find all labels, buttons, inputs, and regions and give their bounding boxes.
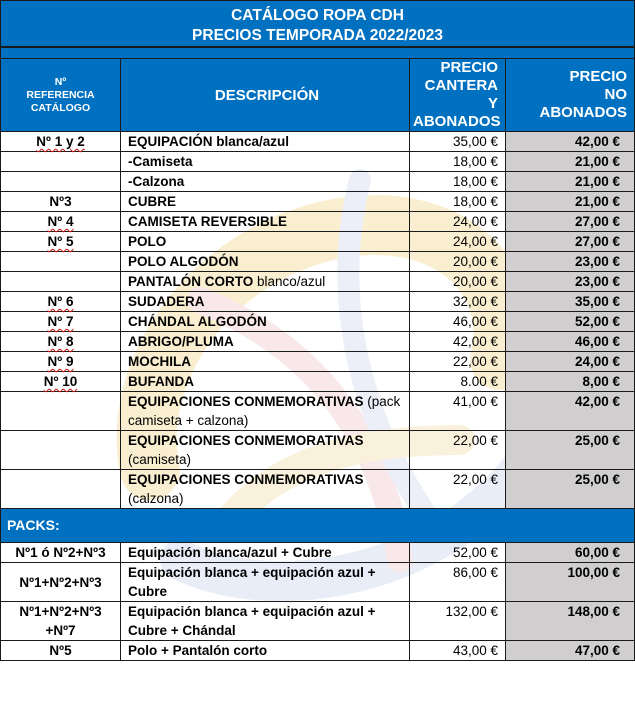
items-body bbox=[1, 132, 635, 509]
title-row bbox=[1, 1, 635, 48]
item-description bbox=[121, 152, 410, 172]
item-description-main: CUBRE bbox=[128, 194, 177, 209]
item-row bbox=[1, 292, 635, 312]
item-description bbox=[121, 192, 410, 212]
item-description-main: EQUIPACIONES CONMEMORATIVAS bbox=[128, 472, 364, 487]
item-price-no-abonados: 42,00 € bbox=[506, 392, 635, 431]
title-line-2: PRECIOS TEMPORADA 2022/2023 bbox=[192, 27, 443, 44]
item-ref bbox=[1, 212, 121, 232]
item-description-main: -Calzona bbox=[128, 174, 185, 189]
item-price-no-abonados: 8,00 € bbox=[506, 372, 635, 392]
item-row bbox=[1, 232, 635, 252]
item-ref bbox=[1, 312, 121, 332]
item-price-no-abonados: 46,00 € bbox=[506, 332, 635, 352]
item-price-no-abonados: 23,00 € bbox=[506, 252, 635, 272]
item-row bbox=[1, 152, 635, 172]
item-price-no-abonados: 21,00 € bbox=[506, 152, 635, 172]
item-price-cantera: 24,00 € bbox=[410, 212, 506, 232]
item-ref bbox=[1, 332, 121, 352]
item-description bbox=[121, 312, 410, 332]
pack-row bbox=[1, 543, 635, 563]
item-row bbox=[1, 352, 635, 372]
packs-label: PACKS: bbox=[1, 509, 635, 543]
item-price-cantera: 20,00 € bbox=[410, 252, 506, 272]
item-row bbox=[1, 172, 635, 192]
item-description-main: ABRIGO/PLUMA bbox=[128, 334, 234, 349]
item-ref bbox=[1, 470, 121, 509]
col-price-no-abonados-header: PRECIO NO ABONADOS bbox=[506, 59, 635, 132]
pack-price-cantera: 43,00 € bbox=[410, 641, 506, 661]
item-price-no-abonados: 24,00 € bbox=[506, 352, 635, 372]
item-price-cantera: 18,00 € bbox=[410, 172, 506, 192]
item-description-main: CHÁNDAL ALGODÓN bbox=[128, 314, 267, 329]
item-description bbox=[121, 292, 410, 312]
packs-body bbox=[1, 543, 635, 661]
item-description bbox=[121, 272, 410, 292]
pack-ref: Nº1+Nº2+Nº3 +Nº7 bbox=[1, 602, 121, 641]
col-ref-header: Nº REFERENCIA CATÁLOGO bbox=[1, 59, 121, 132]
item-description-main: POLO ALGODÓN bbox=[128, 254, 239, 269]
pack-price-no-abonados: 47,00 € bbox=[506, 641, 635, 661]
item-ref bbox=[1, 252, 121, 272]
item-ref-text: Nº 5 bbox=[47, 234, 74, 249]
item-ref bbox=[1, 352, 121, 372]
item-description bbox=[121, 212, 410, 232]
item-row bbox=[1, 470, 635, 509]
pack-row bbox=[1, 641, 635, 661]
item-description-main: EQUIPACIÓN blanca/azul bbox=[128, 134, 290, 149]
item-row bbox=[1, 312, 635, 332]
item-ref-text: Nº 10 bbox=[43, 374, 78, 389]
item-price-cantera: 46,00 € bbox=[410, 312, 506, 332]
item-description bbox=[121, 332, 410, 352]
item-description bbox=[121, 132, 410, 152]
item-description bbox=[121, 232, 410, 252]
item-ref bbox=[1, 272, 121, 292]
item-ref-text: Nº 7 bbox=[47, 314, 74, 329]
catalog-title bbox=[1, 1, 635, 48]
pack-price-cantera: 132,00 € bbox=[410, 602, 506, 641]
item-description-main: CAMISETA REVERSIBLE bbox=[128, 214, 288, 229]
item-ref bbox=[1, 431, 121, 470]
item-ref bbox=[1, 192, 121, 212]
item-description-main: MOCHILA bbox=[128, 354, 191, 369]
item-description-detail: (calzona) bbox=[128, 491, 184, 506]
item-description-main: SUDADERA bbox=[128, 294, 205, 309]
pack-price-no-abonados: 148,00 € bbox=[506, 602, 635, 641]
item-price-no-abonados: 23,00 € bbox=[506, 272, 635, 292]
item-price-cantera: 22,00 € bbox=[410, 470, 506, 509]
pack-price-no-abonados: 60,00 € bbox=[506, 543, 635, 563]
col-desc-header: DESCRIPCIÓN bbox=[121, 59, 410, 132]
item-description-main: EQUIPACIONES CONMEMORATIVAS bbox=[128, 394, 364, 409]
col-price-cantera-header: PRECIO CANTERA Y ABONADOS bbox=[410, 59, 506, 132]
item-description bbox=[121, 352, 410, 372]
item-price-no-abonados: 42,00 € bbox=[506, 132, 635, 152]
pack-ref: Nº5 bbox=[1, 641, 121, 661]
item-price-no-abonados: 35,00 € bbox=[506, 292, 635, 312]
item-description-main: PANTALÓN CORTO bbox=[128, 274, 254, 289]
item-ref-text: Nº 1 y 2 bbox=[36, 134, 85, 149]
pack-description: Polo + Pantalón corto bbox=[121, 641, 410, 661]
item-price-cantera: 42,00 € bbox=[410, 332, 506, 352]
item-ref bbox=[1, 172, 121, 192]
item-description bbox=[121, 392, 410, 431]
item-price-no-abonados: 25,00 € bbox=[506, 431, 635, 470]
item-price-cantera: 22,00 € bbox=[410, 431, 506, 470]
item-ref-text: Nº3 bbox=[49, 194, 72, 209]
item-ref-text: Nº 8 bbox=[47, 334, 74, 349]
item-price-cantera: 24,00 € bbox=[410, 232, 506, 252]
packs-header-row bbox=[1, 509, 635, 543]
item-ref bbox=[1, 232, 121, 252]
pack-ref: Nº1 ó Nº2+Nº3 bbox=[1, 543, 121, 563]
item-ref-text: Nº 9 bbox=[47, 354, 74, 369]
item-price-cantera: 32,00 € bbox=[410, 292, 506, 312]
item-description bbox=[121, 470, 410, 509]
item-description bbox=[121, 172, 410, 192]
item-price-cantera: 20,00 € bbox=[410, 272, 506, 292]
item-description bbox=[121, 252, 410, 272]
item-ref bbox=[1, 372, 121, 392]
item-ref bbox=[1, 292, 121, 312]
item-description-detail: blanco/azul bbox=[253, 274, 326, 289]
pack-description: Equipación blanca + equipación azul + Cubre bbox=[121, 563, 410, 602]
item-price-cantera: 41,00 € bbox=[410, 392, 506, 431]
item-description-main: -Camiseta bbox=[128, 154, 193, 169]
item-price-no-abonados: 52,00 € bbox=[506, 312, 635, 332]
item-row bbox=[1, 392, 635, 431]
item-row bbox=[1, 192, 635, 212]
item-price-no-abonados: 21,00 € bbox=[506, 172, 635, 192]
column-header-row bbox=[1, 59, 635, 132]
item-ref-text: Nº 6 bbox=[47, 294, 74, 309]
pack-description: Equipación blanca + equipación azul + Cubre + Chándal bbox=[121, 602, 410, 641]
item-price-no-abonados: 21,00 € bbox=[506, 192, 635, 212]
item-price-cantera: 8.00 € bbox=[410, 372, 506, 392]
item-row bbox=[1, 272, 635, 292]
item-row bbox=[1, 212, 635, 232]
item-price-cantera: 18,00 € bbox=[410, 192, 506, 212]
item-price-no-abonados: 27,00 € bbox=[506, 232, 635, 252]
item-price-cantera: 18,00 € bbox=[410, 152, 506, 172]
item-ref bbox=[1, 392, 121, 431]
pack-price-no-abonados: 100,00 € bbox=[506, 563, 635, 602]
item-price-no-abonados: 25,00 € bbox=[506, 470, 635, 509]
item-description-main: EQUIPACIONES CONMEMORATIVAS bbox=[128, 433, 364, 448]
title-gap-row bbox=[1, 47, 635, 59]
pack-ref: Nº1+Nº2+Nº3 bbox=[1, 563, 121, 602]
item-ref bbox=[1, 132, 121, 152]
item-price-cantera: 22,00 € bbox=[410, 352, 506, 372]
item-row bbox=[1, 332, 635, 352]
pack-description: Equipación blanca/azul + Cubre bbox=[121, 543, 410, 563]
item-description-main: BUFANDA bbox=[128, 374, 194, 389]
item-description bbox=[121, 431, 410, 470]
item-price-no-abonados: 27,00 € bbox=[506, 212, 635, 232]
pack-price-cantera: 52,00 € bbox=[410, 543, 506, 563]
pack-price-cantera: 86,00 € bbox=[410, 563, 506, 602]
item-row bbox=[1, 132, 635, 152]
item-price-cantera: 35,00 € bbox=[410, 132, 506, 152]
item-description-main: POLO bbox=[128, 234, 167, 249]
pack-row bbox=[1, 563, 635, 602]
item-description-detail: (camiseta) bbox=[128, 452, 192, 467]
item-row bbox=[1, 372, 635, 392]
title-line-1: CATÁLOGO ROPA CDH bbox=[231, 7, 404, 24]
item-ref-text: Nº 4 bbox=[47, 214, 74, 229]
item-row bbox=[1, 252, 635, 272]
item-description-detail: (pack camiseta + calzona) bbox=[128, 394, 401, 428]
item-ref bbox=[1, 152, 121, 172]
pack-row bbox=[1, 602, 635, 641]
item-description bbox=[121, 372, 410, 392]
item-row bbox=[1, 431, 635, 470]
